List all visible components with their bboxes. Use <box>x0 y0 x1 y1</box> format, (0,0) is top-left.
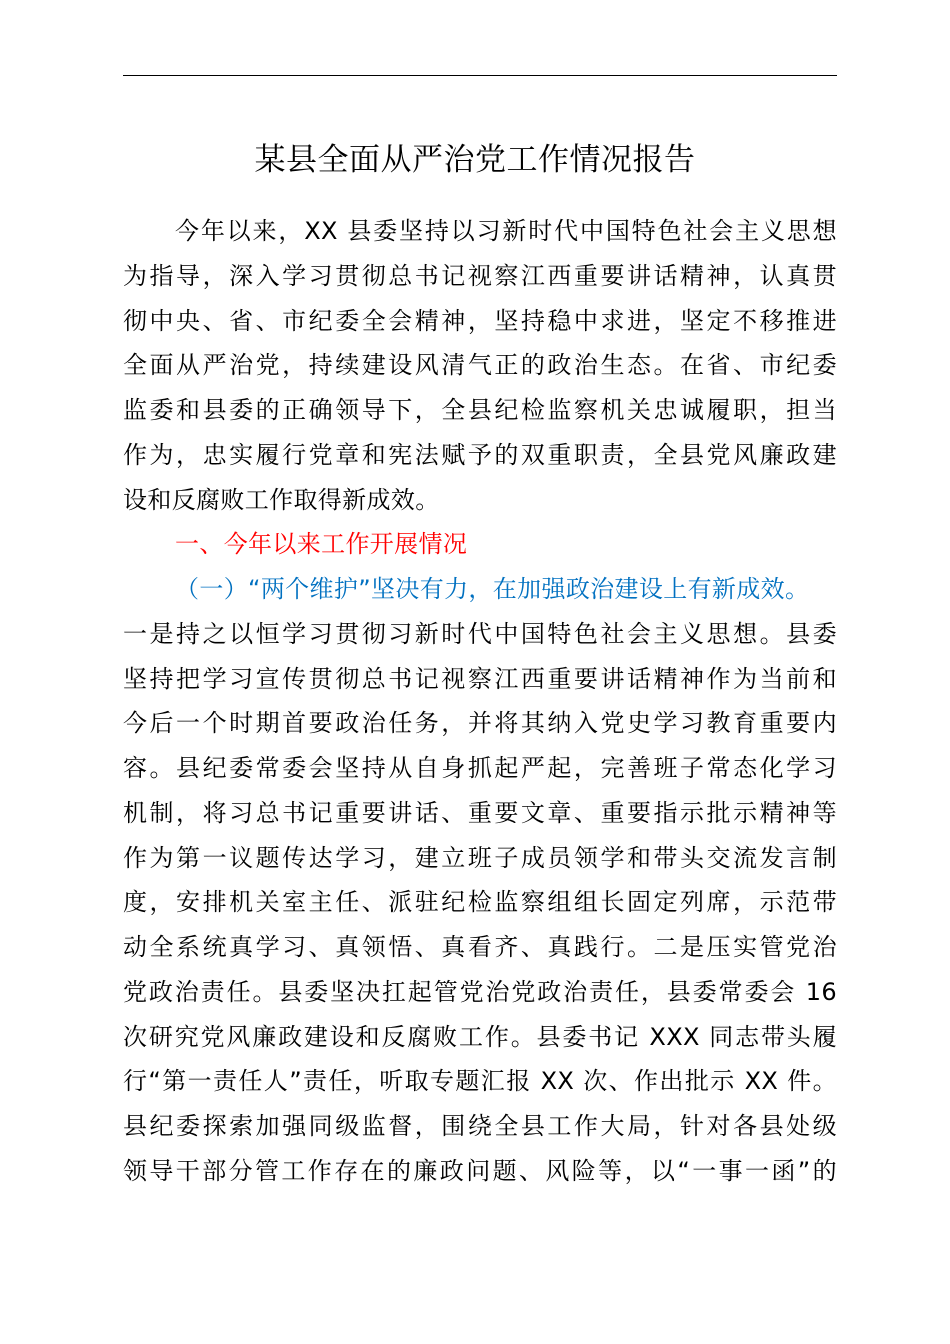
paragraph-line: 坚持把学习宣传贯彻总书记视察江西重要讲话精神作为当前和 <box>123 664 837 693</box>
paragraph-line: 今后一个时期首要政治任务，并将其纳入党史学习教育重要内 <box>123 709 837 738</box>
paragraph-line: 全面从严治党，持续建设风清气正的政治生态。在省、市纪委 <box>123 351 837 380</box>
section-heading: 一、今年以来工作开展情况 <box>175 530 468 559</box>
paragraph-line: 一是持之以恒学习贯彻习新时代中国特色社会主义思想。县委 <box>123 619 837 648</box>
paragraph-line: 次研究党风廉政建设和反腐败工作。县委书记 XXX 同志带头履 <box>123 1022 837 1051</box>
paragraph-line: 度，安排机关室主任、派驻纪检监察组组长固定列席，示范带 <box>123 888 837 917</box>
document-title: 某县全面从严治党工作情况报告 <box>254 142 696 178</box>
document-body <box>123 209 837 1194</box>
paragraph-line: 今年以来，XX 县委坚持以习新时代中国特色社会主义思想 <box>175 217 837 245</box>
paragraph-line: 行“第一责任人”责任，听取专题汇报 XX 次、作出批示 XX 件。 <box>123 1067 837 1096</box>
paragraph-line: 容。县纪委常委会坚持从自身抓起严起，完善班子常态化学习 <box>123 754 837 782</box>
header-rule <box>123 75 837 76</box>
paragraph-line: 为指导，深入学习贯彻总书记视察江西重要讲话精神，认真贯 <box>123 261 837 290</box>
paragraph-line: 监委和县委的正确领导下，全县纪检监察机关忠诚履职，担当 <box>123 396 837 424</box>
paragraph-line: 彻中央、省、市纪委全会精神，坚持稳中求进，坚定不移推进 <box>123 306 837 335</box>
paragraph-line: 作为，忠实履行党章和宪法赋予的双重职责，全县党风廉政建 <box>123 440 837 469</box>
subsection-heading: （一）“两个维护”坚决有力，在加强政治建设上有新成效。 <box>175 575 810 603</box>
paragraph-line: 动全系统真学习、真领悟、真看齐、真践行。二是压实管党治 <box>123 933 837 961</box>
paragraph-line: 机制，将习总书记重要讲话、重要文章、重要指示批示精神等 <box>123 798 837 827</box>
paragraph-line: 领导干部分管工作存在的廉政问题、风险等，以“一事一函”的 <box>123 1156 837 1185</box>
paragraph-line: 设和反腐败工作取得新成效。 <box>123 485 440 514</box>
paragraph-line: 党政治责任。县委坚决扛起管党治党政治责任，县委常委会 16 <box>123 977 837 1006</box>
paragraph-line: 作为第一议题传达学习，建立班子成员领学和带头交流发言制 <box>123 843 837 872</box>
paragraph-line: 县纪委探索加强同级监督，围绕全县工作大局，针对各县处级 <box>123 1112 837 1140</box>
